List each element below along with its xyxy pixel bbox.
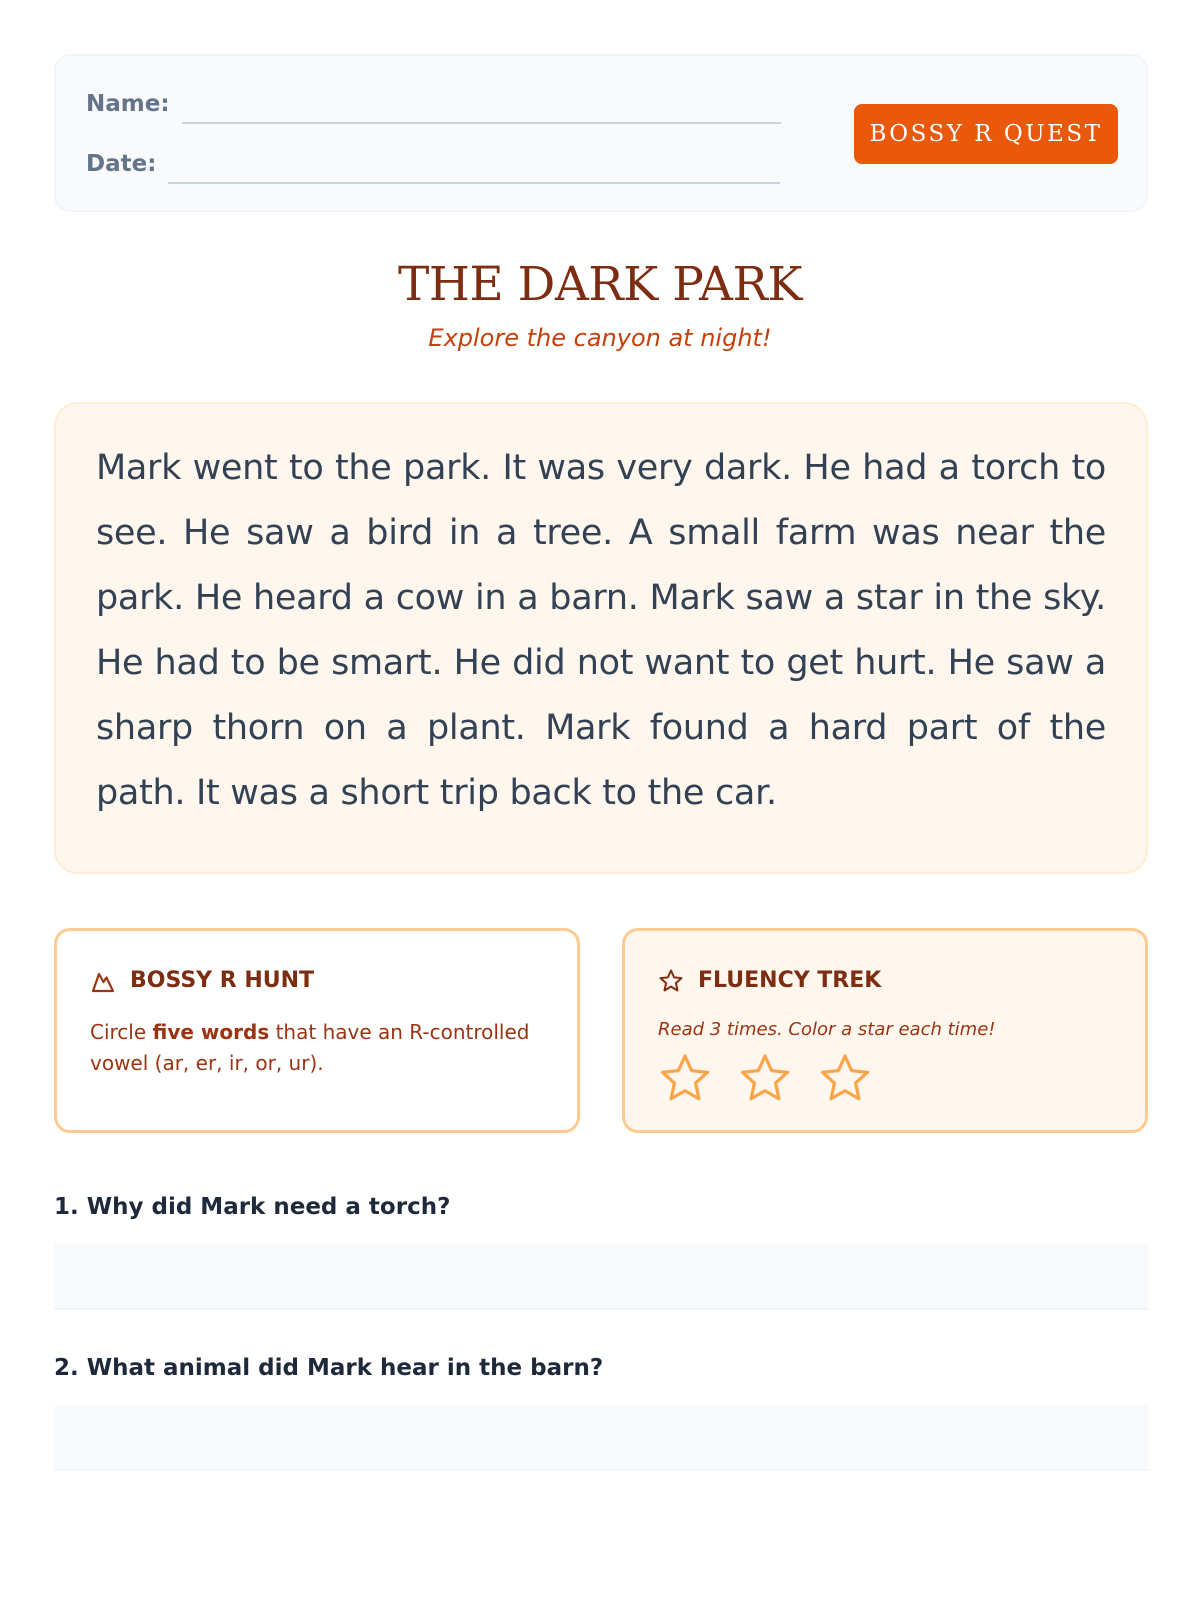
bossy-r-hunt-box	[54, 928, 580, 1133]
hunt-instructions	[90, 1017, 560, 1079]
page-subtitle: Explore the canyon at night!	[428, 324, 772, 352]
page-title: THE DARK PARK	[398, 257, 802, 312]
trek-header	[658, 967, 881, 995]
star-3-icon[interactable]	[818, 1052, 872, 1106]
quest-badge: BOSSY R QUEST	[854, 104, 1118, 164]
hunt-text-before: Circle	[90, 1020, 153, 1044]
question-1: 1. Why did Mark need a torch?	[54, 1194, 451, 1220]
fluency-stars	[658, 1052, 898, 1106]
trek-instructions: Read 3 times. Color a star each time!	[658, 1019, 996, 1040]
star-1-icon[interactable]	[658, 1052, 712, 1106]
date-field-row	[86, 150, 780, 178]
answer-box-1[interactable]	[54, 1244, 1148, 1310]
story-text: Mark went to the park. It was very dark. He had a torch to see. He saw a bird in a tree. A small farm was near the park. He heard a cow in a barn. Mark saw a star in the sky. He had to be smart. He did not want to get hurt. He saw a sharp thorn on a plant. Mark found a hard part of the path. It was a short trip back to the car.	[96, 448, 1106, 813]
story-card	[54, 402, 1148, 874]
name-field[interactable]	[182, 122, 781, 124]
hunt-header	[90, 967, 314, 995]
mountain-icon	[90, 968, 116, 994]
answer-box-2[interactable]	[54, 1405, 1148, 1471]
hunt-title: BOSSY R HUNT	[130, 968, 315, 993]
star-icon	[658, 968, 684, 994]
fluency-trek-box	[622, 928, 1148, 1133]
header-card	[54, 54, 1148, 212]
trek-title: FLUENCY TREK	[698, 968, 882, 993]
date-field[interactable]	[168, 182, 780, 184]
name-field-row	[86, 90, 781, 118]
name-label: Name:	[86, 91, 170, 117]
hunt-text-bold: five words	[152, 1020, 270, 1044]
hunt-text-after: that have an R-controlled vowel (ar, er, ir, or, ur).	[90, 1020, 530, 1075]
date-label: Date:	[86, 151, 157, 177]
star-2-icon[interactable]	[738, 1052, 792, 1106]
question-2: 2. What animal did Mark hear in the barn?	[54, 1355, 604, 1381]
